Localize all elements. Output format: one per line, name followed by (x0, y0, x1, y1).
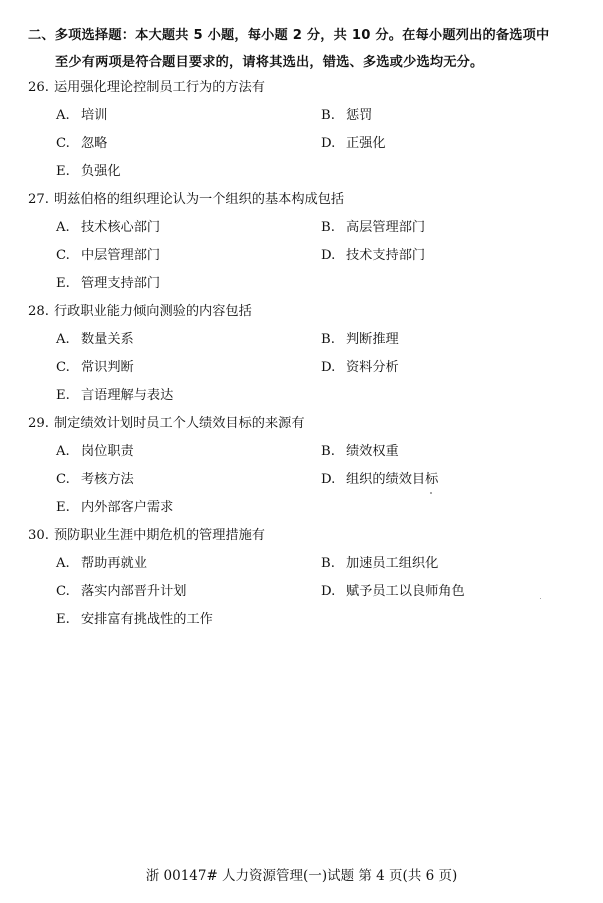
option-text: 资料分析 (346, 360, 399, 375)
option-row (0, 158, 603, 186)
section-header-line-2: 至少有两项是符合题目要求的，请将其选出，错选、多选或少选均无分。 (55, 55, 484, 70)
option-letter: A. (56, 220, 70, 235)
option-text: 技术支持部门 (346, 248, 426, 263)
option-letter: D. (321, 136, 336, 151)
option-b (321, 550, 438, 578)
question-stem (0, 74, 603, 102)
option-row (0, 550, 603, 578)
option-row (0, 606, 603, 634)
option-letter: C. (56, 360, 70, 375)
option-b (321, 438, 399, 466)
option-row (0, 438, 603, 466)
option-text: 惩罚 (346, 108, 373, 123)
question-text: 预防职业生涯中期危机的管理措施有 (54, 528, 265, 543)
question-stem (0, 186, 603, 214)
scan-speck (430, 492, 432, 494)
option-letter: D. (321, 248, 336, 263)
question-stem (0, 522, 603, 550)
option-row (0, 214, 603, 242)
option-row (0, 102, 603, 130)
option-text: 考核方法 (81, 472, 134, 487)
option-c (56, 242, 160, 270)
option-row (0, 494, 603, 522)
question-text: 制定绩效计划时员工个人绩效目标的来源有 (54, 416, 305, 431)
question-27 (0, 186, 603, 298)
option-letter: B. (321, 556, 335, 571)
option-text: 培训 (81, 108, 108, 123)
option-a (56, 438, 134, 466)
option-b (321, 214, 425, 242)
option-text: 忽略 (81, 136, 108, 151)
option-text: 数量关系 (81, 332, 134, 347)
question-30 (0, 522, 603, 634)
option-text: 组织的绩效目标 (346, 472, 439, 487)
option-text: 高层管理部门 (346, 220, 426, 235)
option-row (0, 382, 603, 410)
option-e (56, 270, 160, 298)
page-footer: 浙 00147# 人力资源管理(一)试题 第 4 页(共 6 页) (145, 868, 458, 884)
option-a (56, 102, 107, 130)
section-header (28, 22, 588, 76)
option-letter: A. (56, 332, 70, 347)
option-text: 言语理解与表达 (81, 388, 174, 403)
option-letter: D. (321, 584, 336, 599)
option-a (56, 550, 147, 578)
option-letter: C. (56, 136, 70, 151)
option-e (56, 382, 173, 410)
option-c (56, 578, 187, 606)
option-text: 常识判断 (81, 360, 134, 375)
option-d (321, 466, 438, 494)
option-row (0, 242, 603, 270)
option-c (56, 130, 107, 158)
option-text: 负强化 (81, 164, 121, 179)
scan-speck (540, 598, 541, 599)
question-text: 运用强化理论控制员工行为的方法有 (54, 80, 265, 95)
option-letter: E. (56, 612, 70, 627)
option-e (56, 606, 213, 634)
option-text: 技术核心部门 (81, 220, 161, 235)
option-c (56, 466, 134, 494)
option-text: 判断推理 (346, 332, 399, 347)
option-c (56, 354, 134, 382)
option-text: 落实内部晋升计划 (81, 584, 187, 599)
option-letter: D. (321, 472, 336, 487)
option-row (0, 326, 603, 354)
question-number: 30. (28, 528, 49, 543)
option-letter: C. (56, 248, 70, 263)
option-e (56, 158, 121, 186)
option-row (0, 130, 603, 158)
question-29 (0, 410, 603, 522)
option-row (0, 578, 603, 606)
option-letter: C. (56, 584, 70, 599)
option-b (321, 326, 399, 354)
option-text: 岗位职责 (81, 444, 134, 459)
option-letter: B. (321, 444, 335, 459)
option-text: 中层管理部门 (81, 248, 161, 263)
option-letter: A. (56, 444, 70, 459)
option-text: 绩效权重 (346, 444, 399, 459)
question-text: 行政职业能力倾向测验的内容包括 (54, 304, 252, 319)
option-text: 加速员工组织化 (346, 556, 439, 571)
option-letter: B. (321, 108, 335, 123)
option-letter: E. (56, 164, 70, 179)
question-number: 26. (28, 80, 49, 95)
option-letter: A. (56, 108, 70, 123)
option-text: 正强化 (346, 136, 386, 151)
question-26 (0, 74, 603, 186)
option-b (321, 102, 372, 130)
option-letter: C. (56, 472, 70, 487)
question-stem (0, 410, 603, 438)
option-d (321, 130, 386, 158)
question-28 (0, 298, 603, 410)
option-letter: E. (56, 276, 70, 291)
option-a (56, 326, 134, 354)
question-number: 27. (28, 192, 49, 207)
question-number: 29. (28, 416, 49, 431)
option-row (0, 270, 603, 298)
option-e (56, 494, 173, 522)
option-letter: E. (56, 500, 70, 515)
question-text: 明兹伯格的组织理论认为一个组织的基本构成包括 (54, 192, 345, 207)
option-letter: E. (56, 388, 70, 403)
option-d (321, 242, 425, 270)
option-letter: B. (321, 332, 335, 347)
option-text: 安排富有挑战性的工作 (81, 612, 213, 627)
option-a (56, 214, 160, 242)
option-row (0, 354, 603, 382)
question-number: 28. (28, 304, 49, 319)
option-row (0, 466, 603, 494)
option-letter: D. (321, 360, 336, 375)
option-text: 管理支持部门 (81, 276, 161, 291)
option-letter: B. (321, 220, 335, 235)
question-list (0, 74, 603, 634)
question-stem (0, 298, 603, 326)
option-d (321, 578, 465, 606)
option-text: 内外部客户需求 (81, 500, 174, 515)
option-letter: A. (56, 556, 70, 571)
option-text: 帮助再就业 (81, 556, 147, 571)
option-d (321, 354, 399, 382)
section-header-line-1: 二、多项选择题：本大题共 5 小题，每小题 2 分，共 10 分。在每小题列出的备选项中 (28, 28, 550, 43)
option-text: 赋予员工以良师角色 (346, 584, 465, 599)
